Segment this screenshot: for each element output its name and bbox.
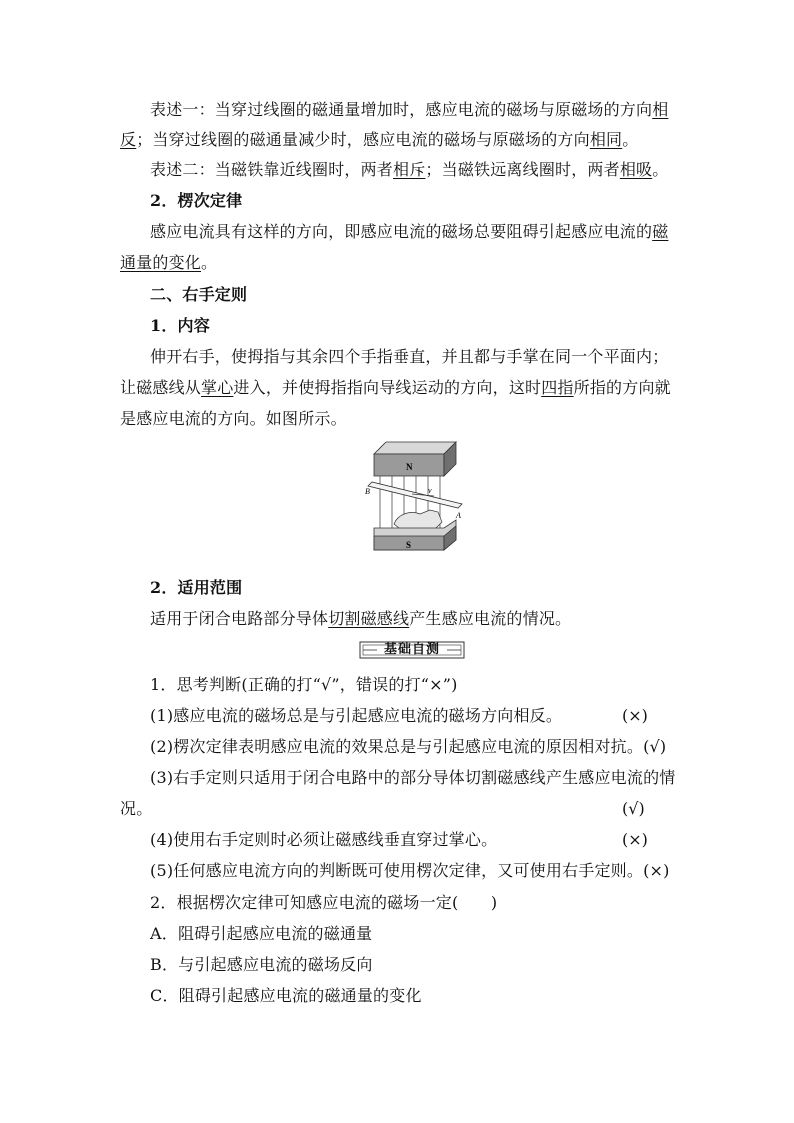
q1-item3-cont: 况。 xyxy=(120,799,153,818)
underlined-answer: 相同 xyxy=(589,130,623,149)
label-a: A xyxy=(456,511,461,520)
q2-option-a: A．阻碍引起感应电流的磁通量 xyxy=(150,924,373,943)
q1-item1: (1)感应电流的磁场总是与引起感应电流的磁场方向相反。 xyxy=(150,706,563,725)
text-run: 表述一：当穿过线圈的磁通量增加时，感应电流的磁场与原磁场的方向 xyxy=(150,100,653,119)
text-run: 。 xyxy=(652,160,669,179)
content-line1: 伸开右手，使拇指与其余四个手指垂直，并且都与手掌在同一个平面内； xyxy=(150,347,669,366)
text-run: 进入，并使拇指指向导线运动的方向，这时 xyxy=(233,378,542,397)
q1-item2: (2)楞次定律表明感应电流的效果总是与引起感应电流的原因相对抗。(√) xyxy=(150,737,667,756)
text-run: ；当穿过线圈的磁通量减少时，感应电流的磁场与原磁场的方向 xyxy=(136,130,590,149)
heading-scope: 2．适用范围 xyxy=(150,578,243,597)
underlined-answer: 通量的变化 xyxy=(120,253,202,272)
statement-two xyxy=(150,160,668,180)
q1-item5: (5)任何感应电流方向的判断既可使用楞次定律，又可使用右手定则。(×) xyxy=(150,861,670,880)
q1-answer1: (×) xyxy=(622,706,648,725)
label-south: S xyxy=(406,540,412,550)
conductor-rod xyxy=(368,482,462,508)
statement-one-line2 xyxy=(120,130,638,150)
underlined-answer: 相 xyxy=(652,100,669,119)
heading-content: 1．内容 xyxy=(150,316,210,335)
lenz-line1 xyxy=(150,222,668,242)
text-run: 感应电流具有这样的方向，即感应电流的磁场总要阻碍引起感应电流的 xyxy=(150,222,653,241)
q1-answer3: (√) xyxy=(622,799,645,818)
q2-title: 2．根据楞次定律可知感应电流的磁场一定( ) xyxy=(150,893,498,912)
heading-right-hand-rule: 二、右手定则 xyxy=(150,285,248,304)
underlined-answer: 相斥 xyxy=(393,160,426,179)
right-hand-rule-figure xyxy=(364,440,464,556)
underlined-answer: 掌心 xyxy=(201,378,234,397)
content-line2 xyxy=(120,378,671,398)
scope-text xyxy=(150,609,571,629)
content-line3: 是感应电流的方向。如图所示。 xyxy=(120,409,347,428)
underlined-answer: 磁 xyxy=(652,222,669,241)
q1-title: 1．思考判断(正确的打“√”，错误的打“×”) xyxy=(150,675,458,694)
q1-item3: (3)右手定则只适用于闭合电路中的部分导体切割磁感线产生感应电流的情 xyxy=(150,768,676,787)
q1-answer4: (×) xyxy=(622,830,648,849)
label-v: v xyxy=(428,486,432,495)
underlined-answer: 切割磁感线 xyxy=(328,609,410,628)
section-badge xyxy=(359,641,465,659)
label-b: B xyxy=(365,487,370,496)
text-run: 适用于闭合电路部分导体 xyxy=(150,609,329,628)
text-run: 。 xyxy=(201,253,218,272)
q2-option-c: C．阻碍引起感应电流的磁通量的变化 xyxy=(150,986,422,1005)
underlined-answer: 相吸 xyxy=(619,160,653,179)
statement-one-line1 xyxy=(150,100,668,120)
q1-item4: (4)使用右手定则时必须让磁感线垂直穿过掌心。 xyxy=(150,830,498,849)
text-run: 所指的方向就 xyxy=(573,378,671,397)
badge-label: 基础自测 xyxy=(383,642,440,657)
lenz-line2 xyxy=(120,253,217,273)
underlined-answer: 四指 xyxy=(541,378,574,397)
text-run: 让磁感线从 xyxy=(120,378,202,397)
text-run: ；当磁铁远离线圈时，两者 xyxy=(425,160,620,179)
q2-option-b: B．与引起感应电流的磁场反向 xyxy=(150,955,373,974)
heading-lenz-law: 2．楞次定律 xyxy=(150,191,243,210)
magnet-top-face xyxy=(374,442,456,454)
text-run: 表述二：当磁铁靠近线圈时，两者 xyxy=(150,160,394,179)
underlined-answer: 反 xyxy=(120,130,137,149)
text-run: 产生感应电流的情况。 xyxy=(409,609,572,628)
text-run: 。 xyxy=(622,130,639,149)
label-north: N xyxy=(406,462,413,472)
